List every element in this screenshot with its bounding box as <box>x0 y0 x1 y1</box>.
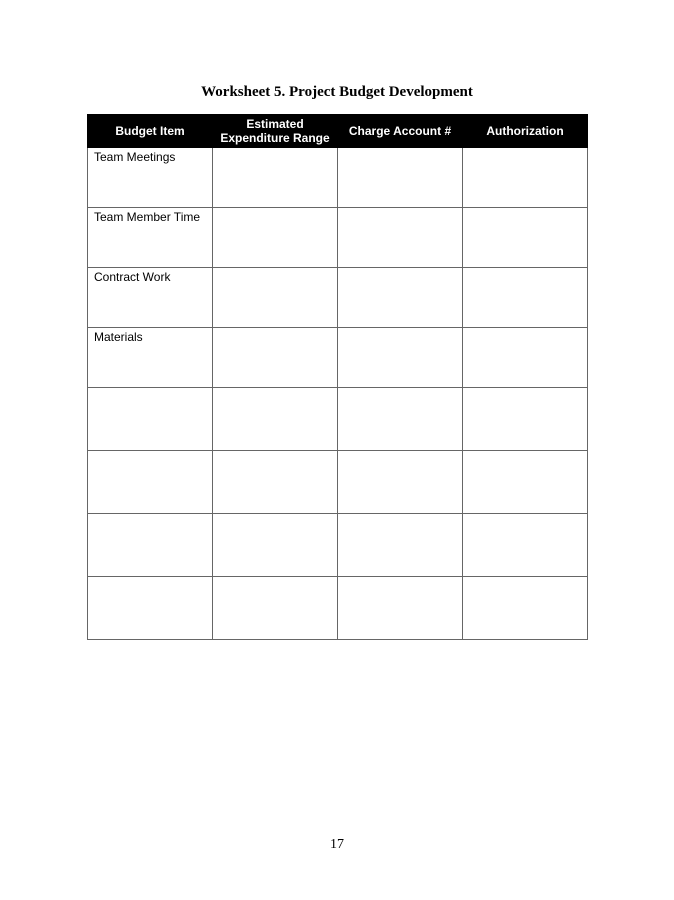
cell-budget-item[interactable]: Materials <box>88 328 213 388</box>
table-row <box>88 328 588 388</box>
table-header-row <box>88 115 588 148</box>
cell-estimated-expenditure[interactable] <box>213 328 338 388</box>
table-row <box>88 577 588 640</box>
cell-charge-account[interactable] <box>338 328 463 388</box>
header-estimated-line-1: Estimated <box>246 117 304 131</box>
cell-estimated-expenditure[interactable] <box>213 514 338 577</box>
cell-budget-item[interactable]: Team Meetings <box>88 148 213 208</box>
cell-estimated-expenditure[interactable] <box>213 577 338 640</box>
cell-estimated-expenditure[interactable] <box>213 268 338 328</box>
header-estimated-line-2: Expenditure Range <box>220 131 330 145</box>
header-charge-account: Charge Account # <box>338 115 463 148</box>
table-row <box>88 208 588 268</box>
cell-authorization[interactable] <box>463 451 588 514</box>
cell-authorization[interactable] <box>463 208 588 268</box>
cell-charge-account[interactable] <box>338 577 463 640</box>
cell-budget-item[interactable] <box>88 451 213 514</box>
header-authorization: Authorization <box>463 115 588 148</box>
table-row <box>88 388 588 451</box>
cell-estimated-expenditure[interactable] <box>213 388 338 451</box>
page-number: 17 <box>330 837 344 852</box>
cell-budget-item[interactable]: Team Member Time <box>88 208 213 268</box>
budget-table <box>87 114 588 640</box>
header-estimated-expenditure-range <box>213 115 338 148</box>
table-row <box>88 514 588 577</box>
cell-estimated-expenditure[interactable] <box>213 208 338 268</box>
cell-charge-account[interactable] <box>338 208 463 268</box>
cell-charge-account[interactable] <box>338 148 463 208</box>
table-row <box>88 148 588 208</box>
cell-budget-item[interactable]: Contract Work <box>88 268 213 328</box>
worksheet-title: Worksheet 5. Project Budget Development <box>201 84 473 100</box>
cell-charge-account[interactable] <box>338 514 463 577</box>
cell-authorization[interactable] <box>463 148 588 208</box>
cell-budget-item[interactable] <box>88 388 213 451</box>
cell-authorization[interactable] <box>463 268 588 328</box>
header-budget-item: Budget Item <box>88 115 213 148</box>
cell-estimated-expenditure[interactable] <box>213 451 338 514</box>
cell-charge-account[interactable] <box>338 388 463 451</box>
cell-authorization[interactable] <box>463 388 588 451</box>
cell-authorization[interactable] <box>463 514 588 577</box>
table-row <box>88 268 588 328</box>
cell-estimated-expenditure[interactable] <box>213 148 338 208</box>
cell-budget-item[interactable] <box>88 577 213 640</box>
cell-authorization[interactable] <box>463 328 588 388</box>
cell-charge-account[interactable] <box>338 268 463 328</box>
cell-budget-item[interactable] <box>88 514 213 577</box>
cell-authorization[interactable] <box>463 577 588 640</box>
table-row <box>88 451 588 514</box>
cell-charge-account[interactable] <box>338 451 463 514</box>
